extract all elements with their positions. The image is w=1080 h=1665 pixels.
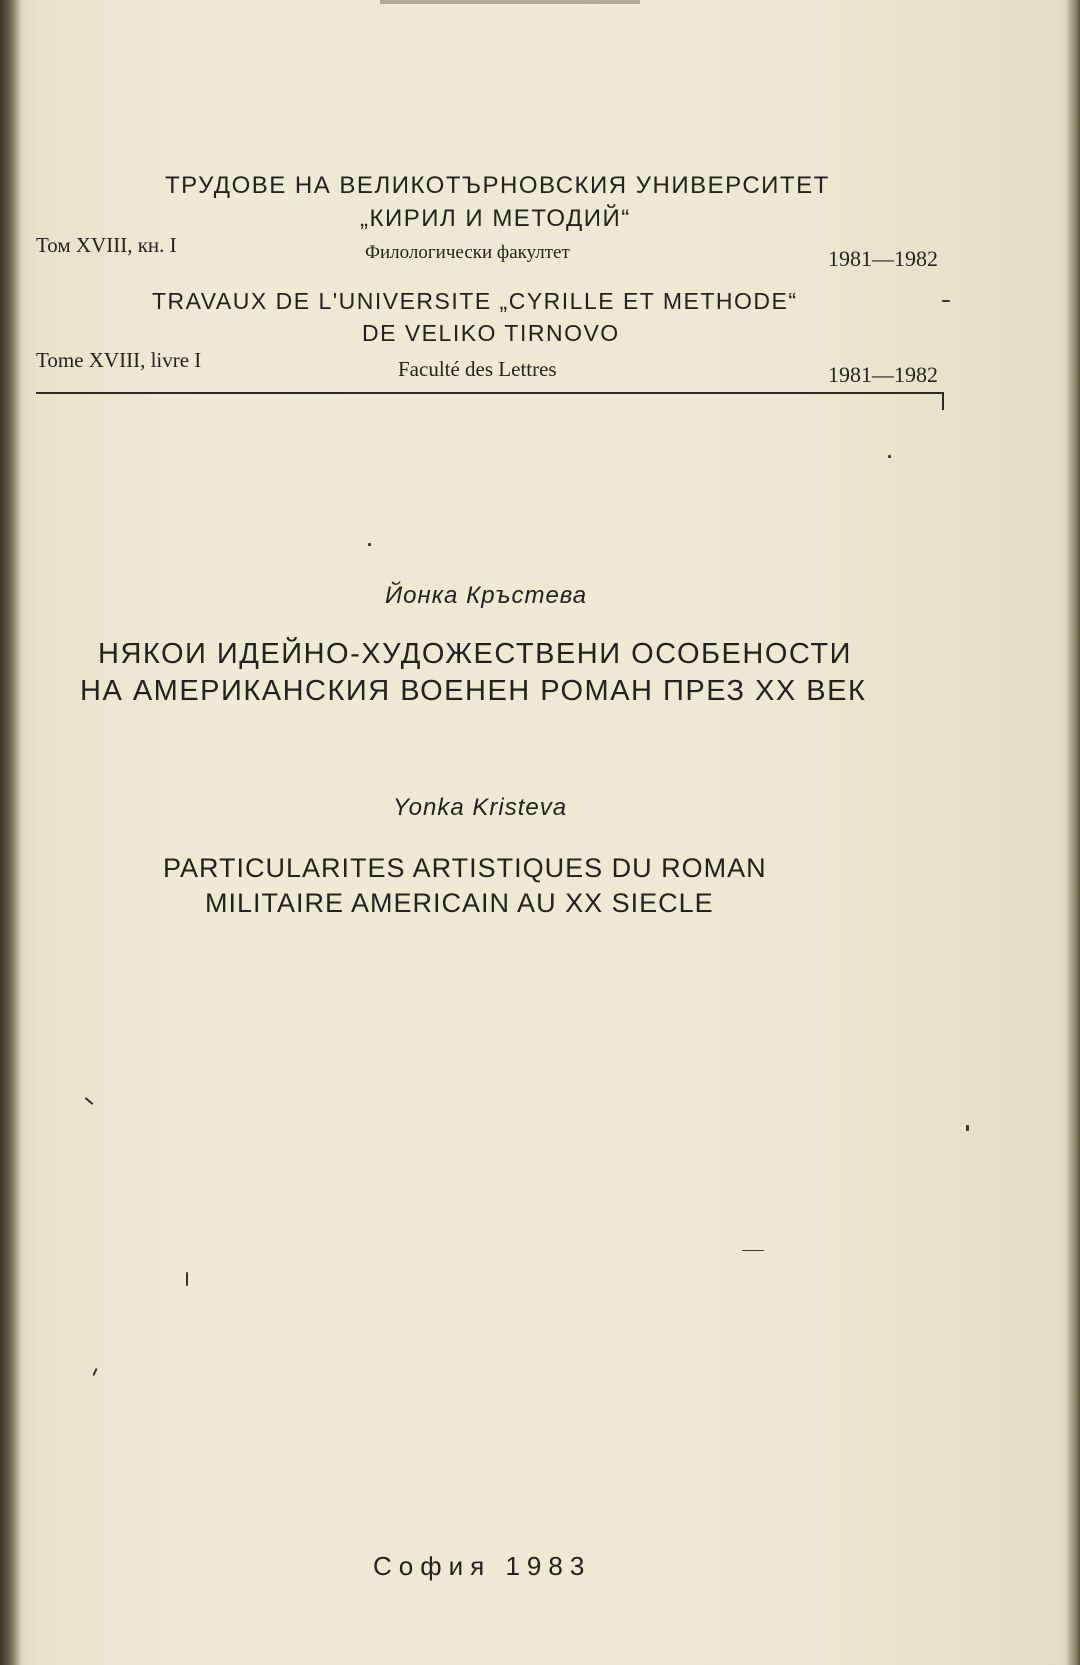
title-fr-line1: PARTICULARITES ARTISTIQUES DU ROMAN xyxy=(163,853,767,883)
scan-speck xyxy=(888,455,891,458)
header-fr-faculty: Faculté des Lettres xyxy=(398,357,557,381)
scan-speck xyxy=(942,300,950,302)
book-spine-shadow xyxy=(0,0,22,1665)
author-bg: Йонка Кръстева xyxy=(385,582,588,609)
header-divider-rule xyxy=(36,392,944,394)
header-fr-line2: DE VELIKO TIRNOVO xyxy=(362,320,620,346)
header-bg-line2: „КИРИЛ И МЕТОДИЙ“ xyxy=(360,205,631,232)
header-bg-line1: ТРУДОВЕ НА ВЕЛИКОТЪРНОВСКИЯ УНИВЕРСИТЕТ xyxy=(165,172,830,199)
scan-speck xyxy=(186,1272,188,1286)
header-bg-faculty: Филологически факултет xyxy=(365,242,570,263)
title-bg-line2: НА АМЕРИКАНСКИЯ ВОЕНЕН РОМАН ПРЕЗ XX ВЕК xyxy=(80,675,867,707)
header-bg-years: 1981—1982 xyxy=(828,246,938,271)
header-fr-line1: TRAVAUX DE L'UNIVERSITE „CYRILLE ET METHODE“ xyxy=(152,288,798,314)
author-fr: Yonka Kristeva xyxy=(393,794,568,821)
page-edge-shadow xyxy=(1066,0,1080,1665)
header-bg-volume: Том XVIII, кн. I xyxy=(36,233,177,257)
scan-speck xyxy=(966,1125,969,1131)
header-divider-end-mark xyxy=(942,394,944,410)
scan-speck xyxy=(742,1250,764,1251)
top-edge-mark xyxy=(380,0,640,4)
imprint-place-year: София 1983 xyxy=(373,1551,592,1581)
title-bg-line1: НЯКОИ ИДЕЙНО-ХУДОЖЕСТВЕНИ ОСОБЕНОСТИ xyxy=(98,638,852,670)
header-fr-years: 1981—1982 xyxy=(828,362,938,387)
header-fr-volume: Tome XVIII, livre I xyxy=(36,348,202,372)
scan-speck xyxy=(368,543,371,546)
title-fr-line2: MILITAIRE AMERICAIN AU XX SIECLE xyxy=(205,888,714,918)
